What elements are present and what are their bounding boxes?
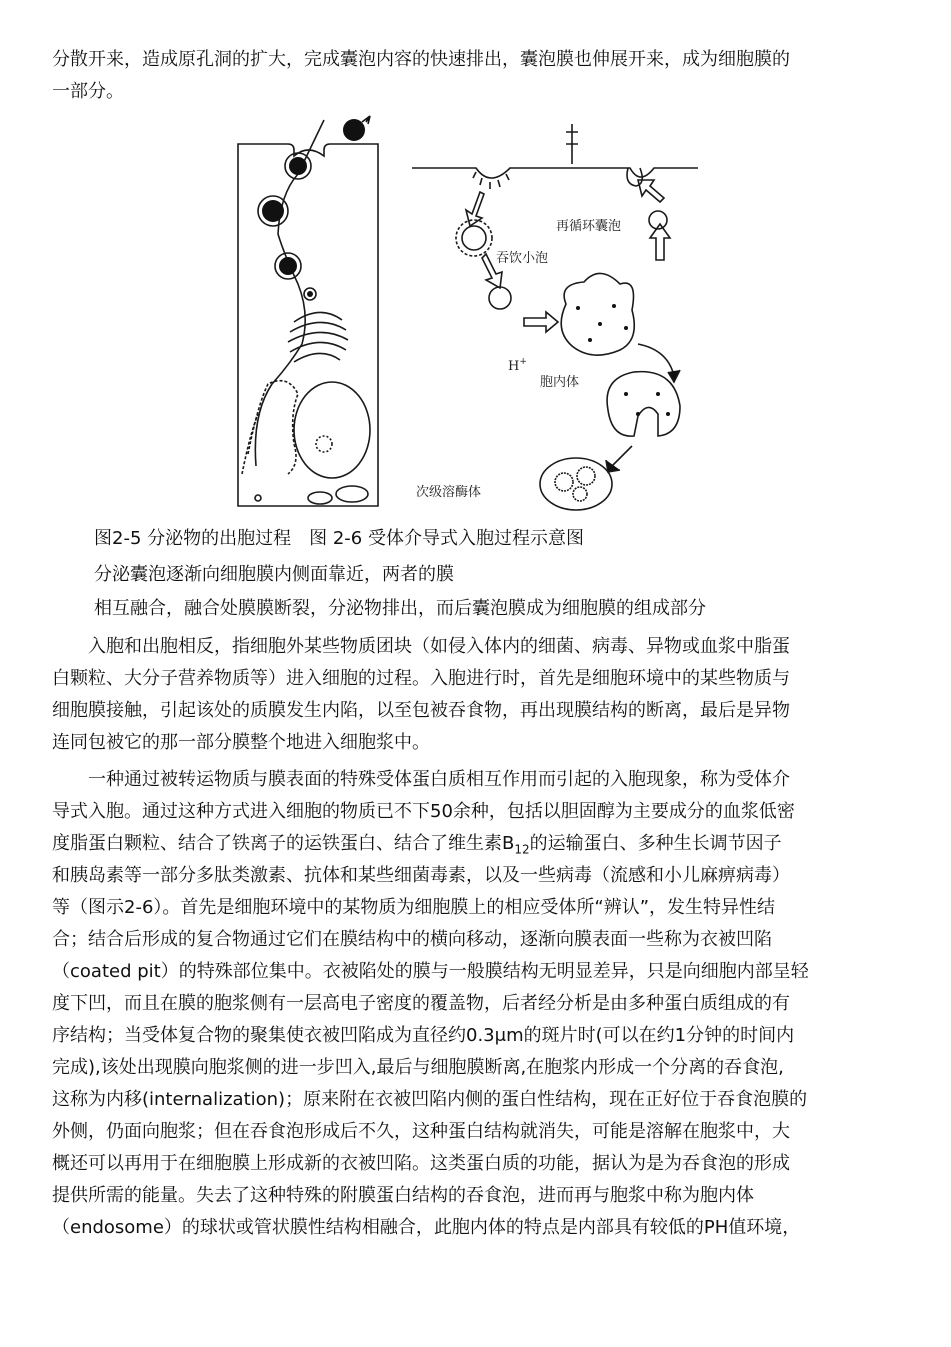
arrow-hollow bbox=[524, 312, 558, 332]
text-line: 提供所需的能量。失去了这种特殊的附膜蛋白结构的吞食泡，进而再与胞浆中称为胞内体 bbox=[52, 1185, 754, 1206]
figure-illustration bbox=[228, 114, 716, 516]
arrow-hollow bbox=[638, 180, 664, 202]
figure-exocytosis-endocytosis bbox=[228, 114, 716, 516]
text-line: 导式入胞。通过这种方式进入细胞的物质已不下50余种，包括以胆固醇为主要成分的血浆低密 bbox=[52, 801, 795, 822]
uncoated-vesicle bbox=[489, 287, 511, 309]
text-line: 合；结合后形成的复合物通过它们在膜结构中的横向移动，逐渐向膜表面一些称为衣被凹陷 bbox=[52, 929, 772, 950]
label-pinocytic-vesicle: 吞饮小泡 bbox=[496, 251, 549, 266]
text-line: 序结构；当受体复合物的聚集使衣被凹陷成为直径约0.3μm的斑片时(可以在约1分钟的时间内 bbox=[52, 1025, 795, 1046]
text-line: 完成),该处出现膜向胞浆侧的进一步凹入,最后与细胞膜断离,在胞浆内形成一个分离的吞食泡, bbox=[52, 1057, 784, 1078]
nucleus bbox=[294, 382, 370, 478]
text-line: 这称为内移(internalization)；原来附在衣被凹陷内侧的蛋白性结构，现在正好位于吞食泡膜的 bbox=[52, 1089, 808, 1110]
figure-caption: 图2-5 分泌物的出胞过程 图 2-6 受体介导式入胞过程示意图 bbox=[94, 528, 584, 549]
text-line: 连同包被它的那一部分膜整个地进入细胞浆中。 bbox=[52, 732, 430, 753]
label-endosome: 胞内体 bbox=[540, 375, 580, 390]
text-line: 一种通过被转运物质与膜表面的特殊受体蛋白质相互作用而引起的入胞现象，称为受体介 bbox=[88, 769, 790, 790]
text-line: 细胞膜接触，引起该处的质膜发生内陷，以至包被吞食物，再出现膜结构的断离，最后是异物 bbox=[52, 700, 790, 721]
label-recycling-vesicle: 再循环囊泡 bbox=[556, 219, 622, 234]
paragraph-continuation bbox=[52, 44, 902, 108]
secondary-lysosome bbox=[540, 458, 612, 510]
text-line: 和胰岛素等一部分多肽类激素、抗体和某些细菌毒素，以及一些病毒（流感和小儿麻痹病毒） bbox=[52, 865, 790, 886]
text-line: 度下凹，而且在膜的胞浆侧有一层高电子密度的覆盖物，后者经分析是由多种蛋白质组成的有 bbox=[52, 993, 790, 1014]
text-line: 白颗粒、大分子营养物质等）进入细胞的过程。入胞进行时，首先是细胞环境中的某些物质与 bbox=[52, 668, 790, 689]
text-line: 外侧，仍面向胞浆；但在吞食泡形成后不久，这种蛋白结构就消失，可能是溶解在胞浆中，大 bbox=[52, 1121, 790, 1142]
ligand-receptor bbox=[566, 124, 578, 164]
late-endosome bbox=[607, 372, 680, 437]
text-line: （endosome）的球状或管状膜性结构相融合，此胞内体的特点是内部具有较低的PH值环境， bbox=[52, 1217, 801, 1238]
text-line: 等（图示2-6）。首先是细胞环境中的某物质为细胞膜上的相应受体所“辨认”，发生特异性结 bbox=[52, 897, 776, 918]
secretion-pathway bbox=[255, 120, 324, 466]
text-line: （coated pit）的特殊部位集中。衣被陷处的膜与一般膜结构无明显差异，只是向细胞内部呈轻 bbox=[52, 961, 809, 982]
text-line: 度脂蛋白颗粒、结合了铁离子的运铁蛋白、结合了维生素$B_{12}$的运输蛋白、多种生长调节因子 bbox=[52, 833, 782, 857]
figure-caption-note: 相互融合，融合处膜膜断裂，分泌物排出，而后囊泡膜成为细胞膜的组成部分 bbox=[94, 598, 706, 619]
plasma-membrane bbox=[412, 168, 698, 178]
text-line: 分散开来，造成原孔洞的扩大，完成囊泡内容的快速排出，囊泡膜也伸展开来，成为细胞膜的 bbox=[52, 49, 790, 70]
label-secondary-lysosome: 次级溶酶体 bbox=[416, 485, 482, 500]
paragraph-endocytosis bbox=[52, 631, 902, 759]
text-line: 一部分。 bbox=[52, 81, 124, 102]
paragraph-receptor-mediated-endocytosis bbox=[52, 764, 902, 1244]
figure-caption-note: 分泌囊泡逐渐向细胞膜内侧面靠近，两者的膜 bbox=[94, 564, 454, 585]
text-line: 概还可以再用于在细胞膜上形成新的衣被凹陷。这类蛋白质的功能，据认为是为吞食泡的形成 bbox=[52, 1153, 790, 1174]
golgi-cisterna bbox=[294, 312, 342, 322]
label-h-plus: H+ bbox=[508, 357, 527, 374]
endosome bbox=[561, 273, 634, 355]
secretory-cell-outline bbox=[238, 144, 378, 506]
text-line: 入胞和出胞相反，指细胞外某些物质团块（如侵入体内的细菌、病毒、异物或血浆中脂蛋 bbox=[88, 636, 790, 657]
